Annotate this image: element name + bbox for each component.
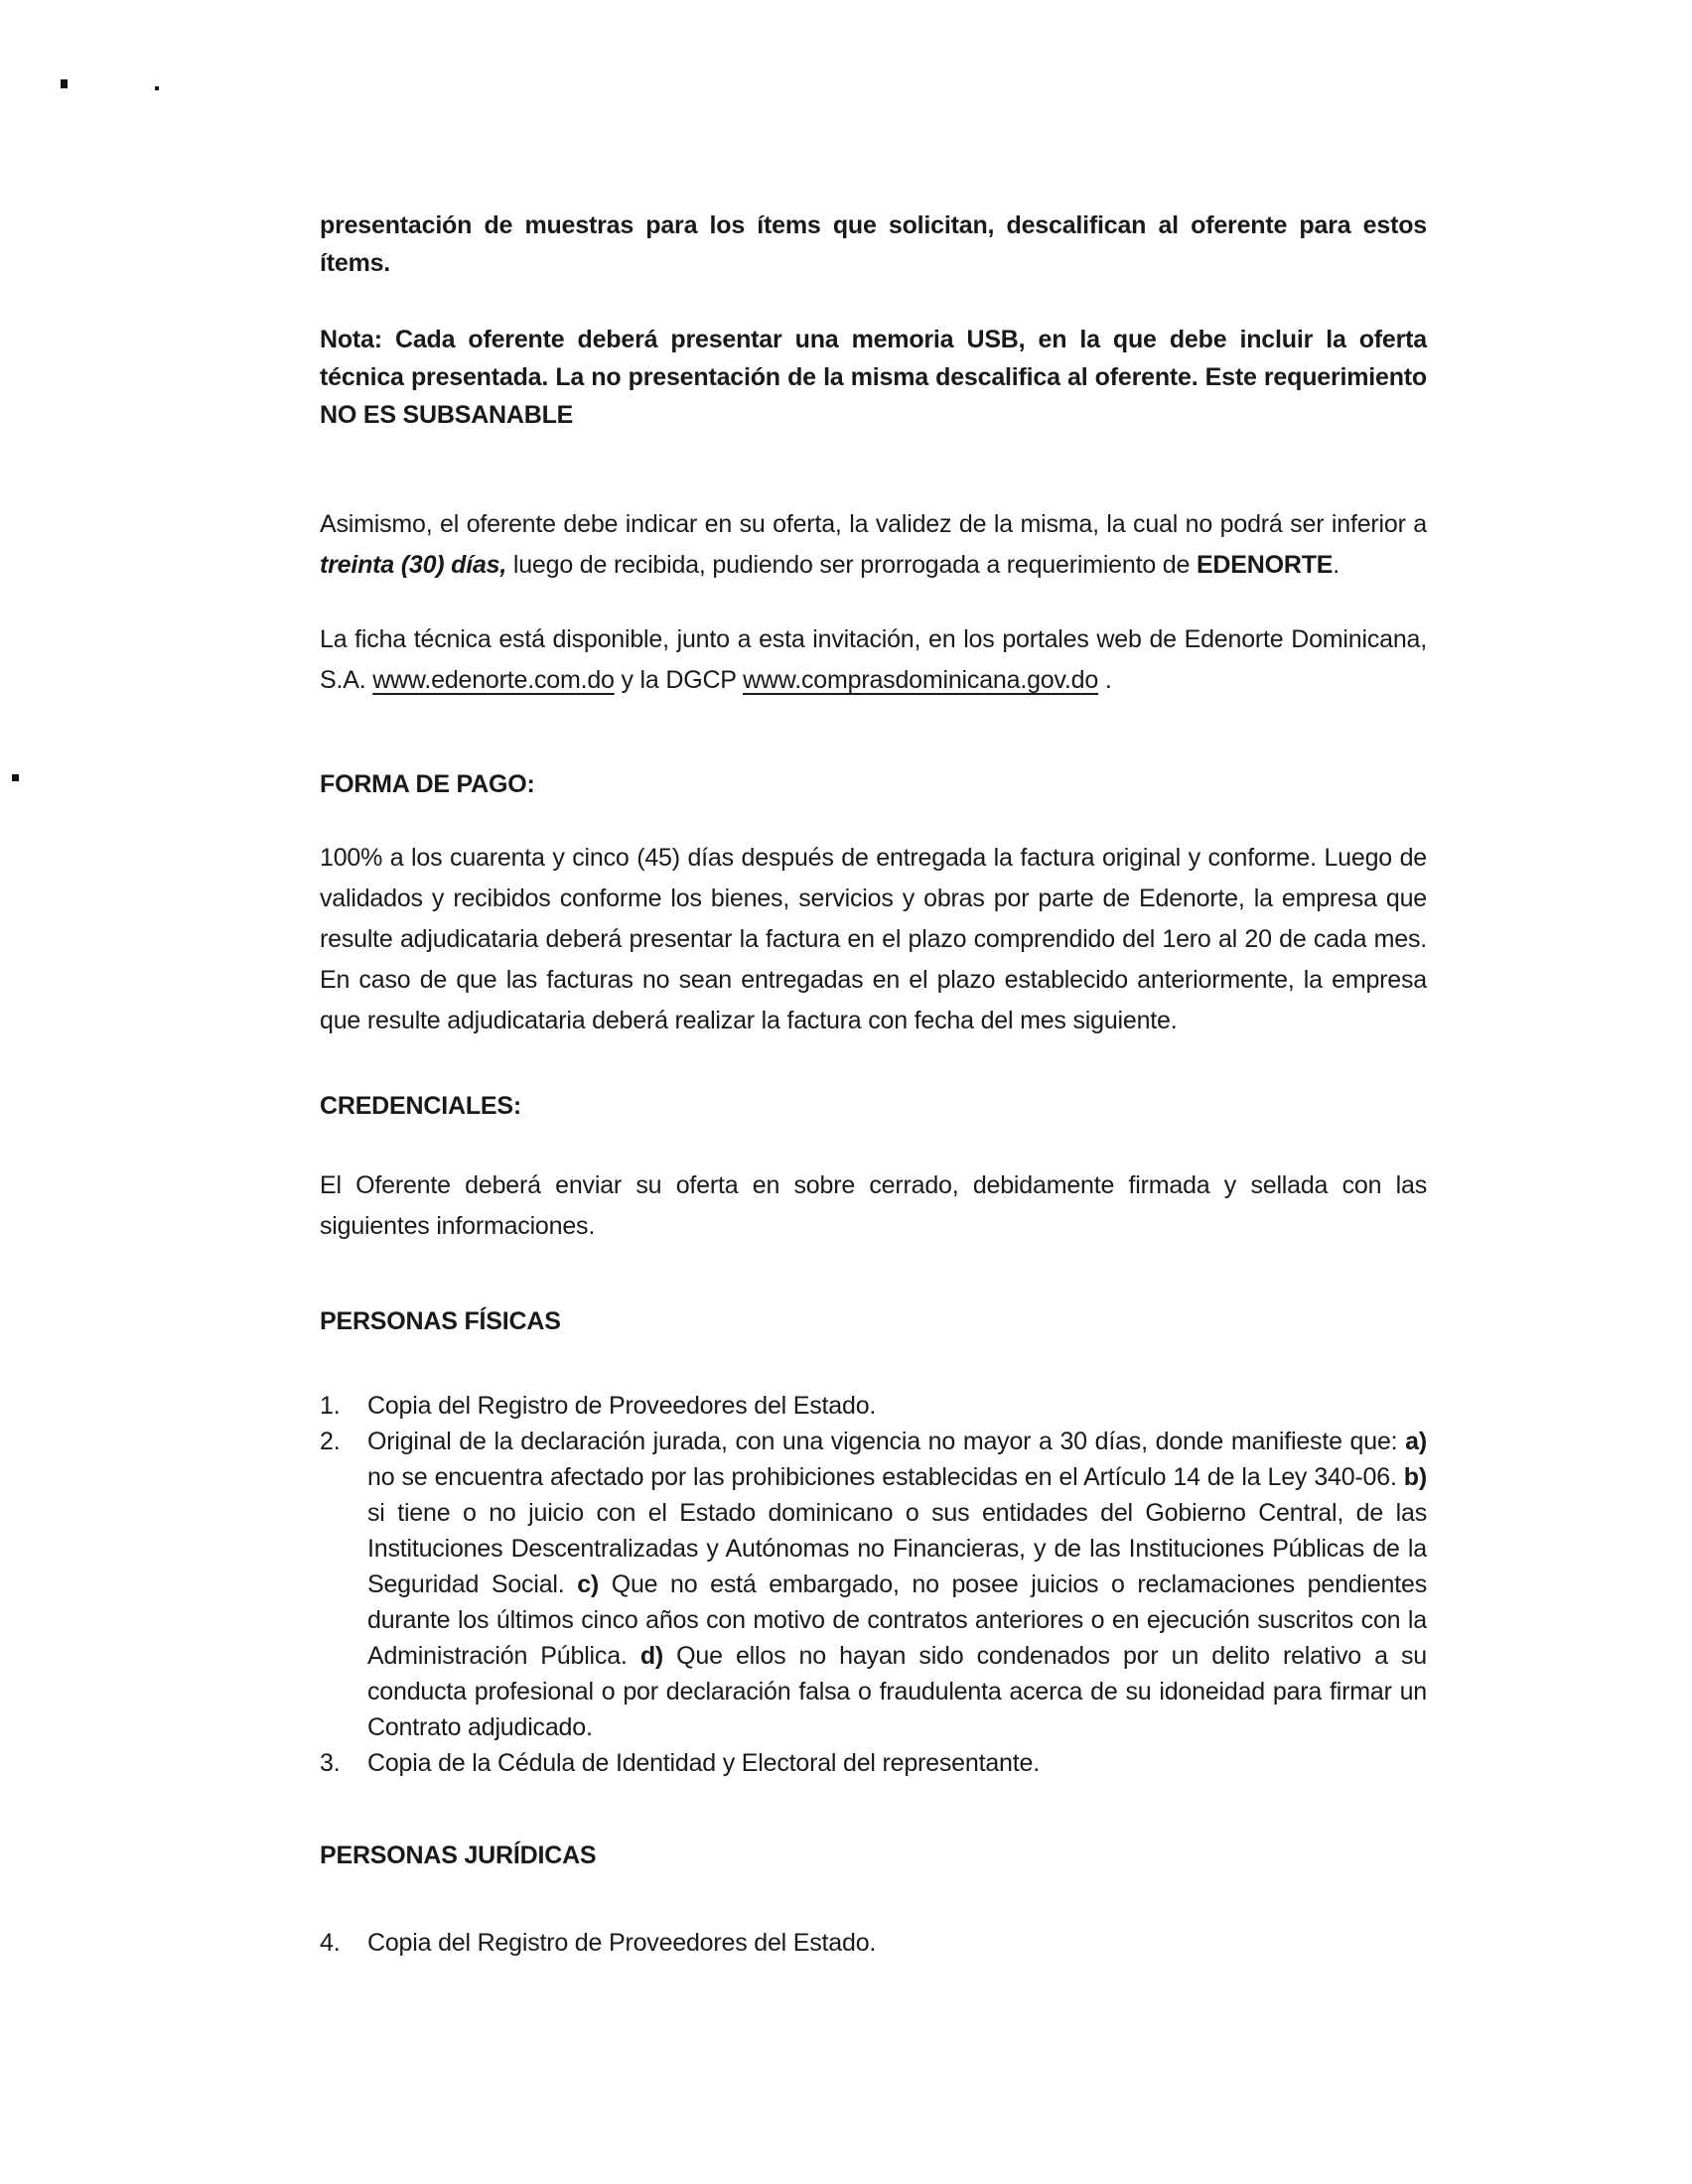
paragraph-ficha-tecnica xyxy=(320,619,1427,701)
list-item-segment: si tiene o no juicio con el Estado dominicano o sus entidades del Gobierno Central, de las Instituciones Descentralizadas y Autónomas no Financieras, y de las Instituciones Públicas de la Seguridad Social. xyxy=(367,1499,1427,1598)
paragraph-text: . xyxy=(1333,551,1340,579)
scan-speck xyxy=(61,79,68,88)
heading-personas-juridicas: PERSONAS JURÍDICAS xyxy=(320,1842,597,1869)
list-item-segment: Que ellos no hayan sido condenados por un delito relativo a su conducta profesional o por declaración falsa o fraudulenta acerca de su idoneidad para firmar un Contrato adjudicado. xyxy=(367,1642,1427,1741)
paragraph-validez-oferta xyxy=(320,504,1427,586)
list-item-segment: no se encuentra afectado por las prohibiciones establecidas en el Artículo 14 de la Ley 340-06. xyxy=(367,1463,1404,1491)
paragraph-sobre-cerrado: El Oferente deberá enviar su oferta en sobre cerrado, debidamente firmada y sellada con las siguientes informaciones. xyxy=(320,1171,1427,1240)
paragraph-text: luego de recibida, pudiendo ser prorrogada a requerimiento de xyxy=(506,551,1197,579)
paragraph-forma-de-pago: 100% a los cuarenta y cinco (45) días después de entregada la factura original y conforme. Luego de validados y recibidos conforme los bienes, servicios y obras por parte de Edenorte, la empresa que resulte adjudicataria deberá presentar la factura en el plazo comprendido del 1ero al 20 de cada mes. En caso de que las facturas no sean entregadas en el plazo establecido anteriormente, la empresa que resulte adjudicataria deberá realizar la factura con fecha del mes siguiente. xyxy=(320,844,1427,1034)
list-item-number: 4. xyxy=(320,1929,341,1957)
list-item-text: Copia del Registro de Proveedores del Estado. xyxy=(367,1929,877,1957)
scan-speck xyxy=(12,774,19,781)
list-item-segment: Que no está embargado, no posee juicios o reclamaciones pendientes durante los últimos cinco años con motivo de contratos anteriores o en ejecución suscritos con la Administración Pública. xyxy=(367,1570,1427,1670)
paragraph-nota-usb: Nota: Cada oferente deberá presentar una memoria USB, en la que debe incluir la oferta técnica presentada. La no presentación de la misma descalifica al oferente. Este requerimiento NO ES SUBSANABLE xyxy=(320,326,1427,429)
paragraph-text: . xyxy=(1098,666,1112,694)
page-content xyxy=(320,0,1427,1961)
paragraph-text: y la DGCP xyxy=(614,666,744,694)
list-item xyxy=(320,1424,1427,1745)
list-item-number: 2. xyxy=(320,1428,341,1455)
paragraph-text: La ficha técnica está disponible, junto a esta invitación, en los portales web de Edenorte Dominicana, S.A. xyxy=(320,625,1427,694)
emphasis-edenorte: EDENORTE xyxy=(1196,551,1334,579)
emphasis-letter-b: b) xyxy=(1403,1463,1427,1491)
list-item-text: Copia de la Cédula de Identidad y Electoral del representante. xyxy=(367,1749,1040,1777)
emphasis-treinta-dias: treinta (30) días, xyxy=(320,551,507,579)
list-item xyxy=(320,1388,1427,1424)
list-item-number: 3. xyxy=(320,1749,341,1777)
list-personas-juridicas xyxy=(320,1925,1427,1961)
emphasis-letter-d: d) xyxy=(639,1642,664,1670)
list-item-segment: Original de la declaración jurada, con una vigencia no mayor a 30 días, donde manifieste que: xyxy=(367,1428,1406,1455)
list-personas-fisicas xyxy=(320,1388,1427,1781)
paragraph-text: Asimismo, el oferente debe indicar en su oferta, la validez de la misma, la cual no podrá ser inferior a xyxy=(320,510,1427,538)
list-item-number: 1. xyxy=(320,1392,341,1420)
emphasis-letter-c: c) xyxy=(577,1570,600,1598)
list-item xyxy=(320,1745,1427,1781)
emphasis-letter-a: a) xyxy=(1405,1428,1427,1455)
heading-personas-fisicas: PERSONAS FÍSICAS xyxy=(320,1307,561,1335)
list-item-text xyxy=(367,1424,1427,1745)
list-item xyxy=(320,1925,1427,1961)
scan-speck xyxy=(155,86,159,90)
paragraph-muestras: presentación de muestras para los ítems que solicitan, descalifican al oferente para estos ítems. xyxy=(320,211,1427,277)
url-edenorte: www.edenorte.com.do xyxy=(372,666,615,694)
heading-forma-de-pago: FORMA DE PAGO: xyxy=(320,770,535,798)
url-comprasdominicana: www.comprasdominicana.gov.do xyxy=(743,666,1099,694)
heading-credenciales: CREDENCIALES: xyxy=(320,1092,521,1120)
list-item-text: Copia del Registro de Proveedores del Estado. xyxy=(367,1392,877,1420)
